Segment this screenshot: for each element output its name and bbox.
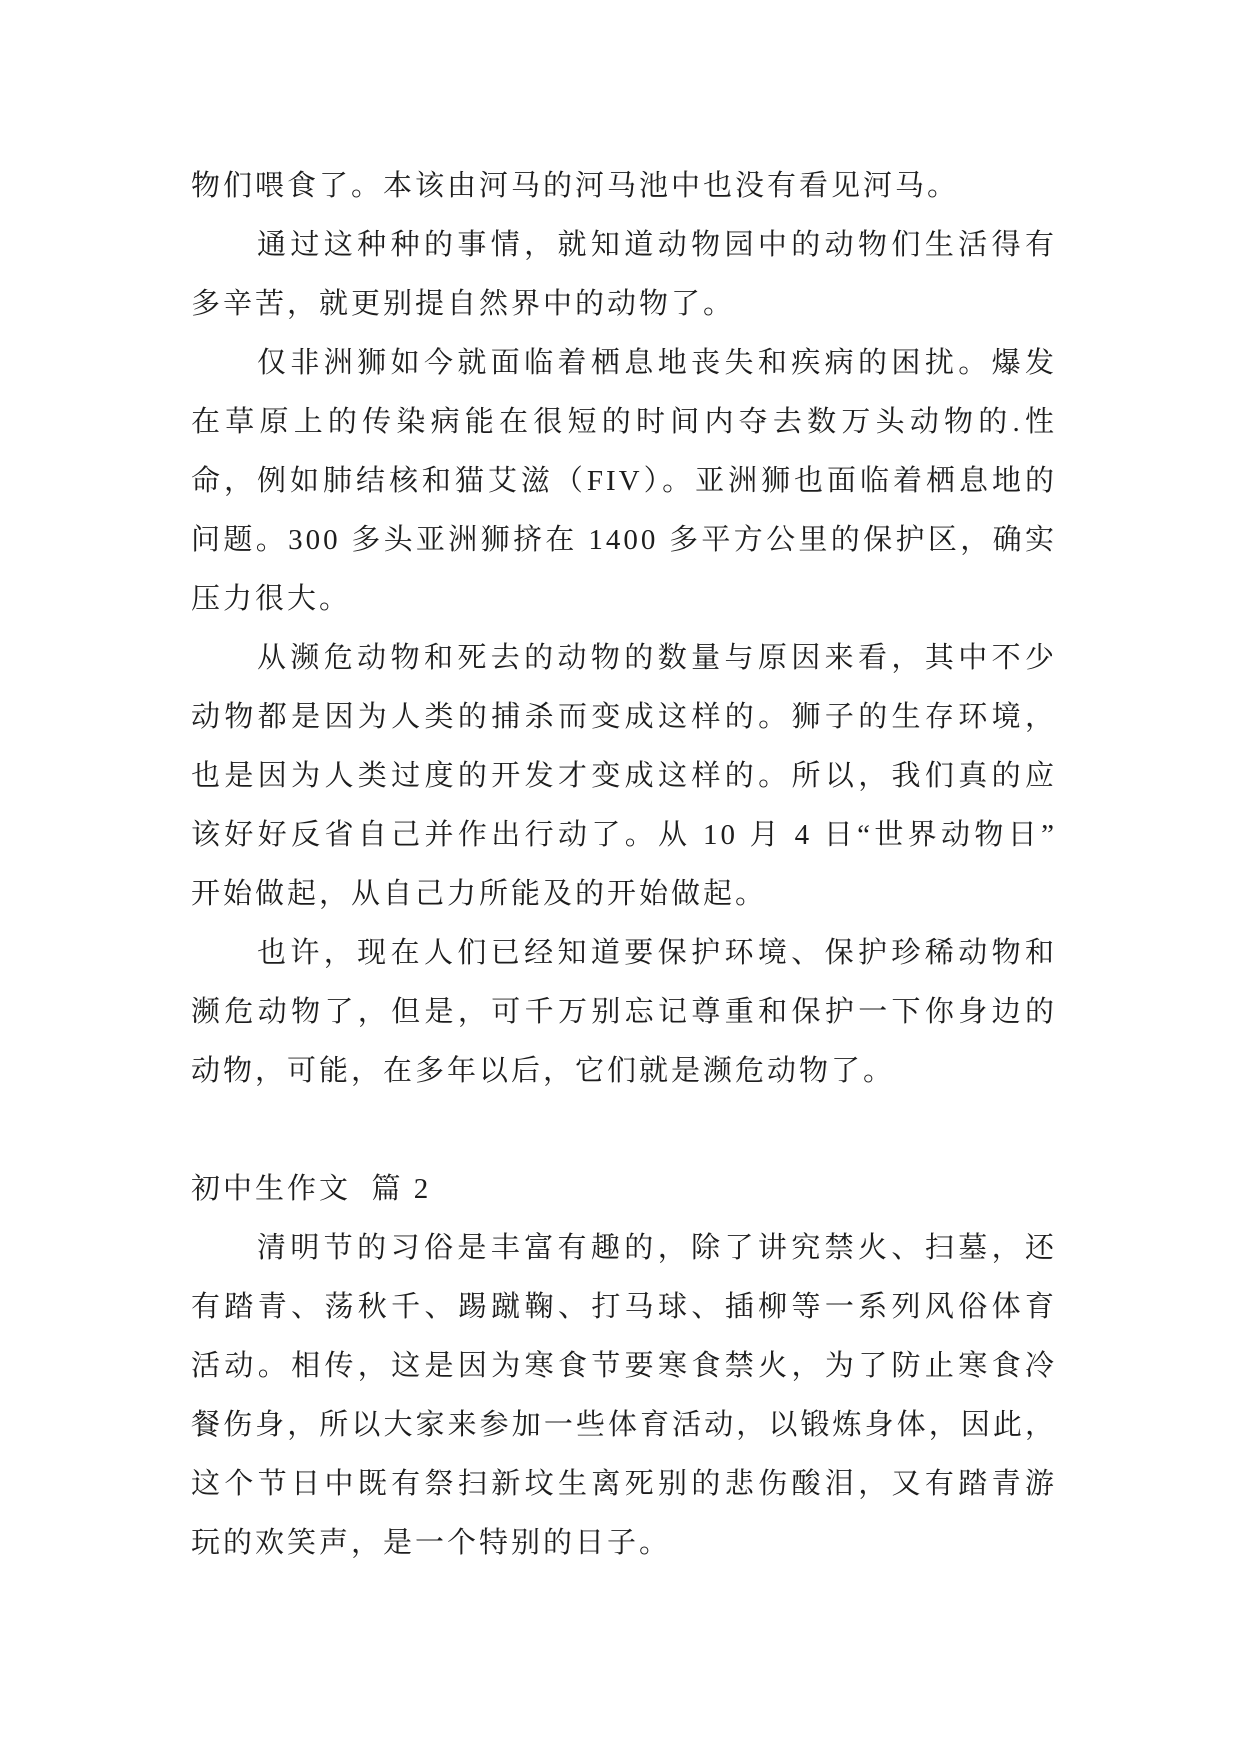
text-line: 命，例如肺结核和猫艾滋（FIV）。亚洲狮也面临着栖息地的 [191, 465, 1057, 497]
document-body [191, 157, 1057, 1573]
text-line: 动物都是因为人类的捕杀而变成这样的。狮子的生存环境， [191, 701, 1057, 733]
text-line: 该好好反省自己并作出行动了。从 10 月 4 日“世界动物日” [191, 819, 1057, 851]
text-line: 压力很大。 [191, 583, 352, 615]
text-line: 餐伤身，所以大家来参加一些体育活动，以锻炼身体，因此， [191, 1409, 1057, 1441]
text-line: 开始做起，从自己力所能及的开始做起。 [191, 878, 768, 910]
text-line: 仅非洲狮如今就面临着栖息地丧失和疾病的困扰。爆发 [257, 347, 1057, 379]
text-line: 濒危动物了，但是，可千万别忘记尊重和保护一下你身边的 [191, 996, 1057, 1028]
text-line: 多辛苦，就更别提自然界中的动物了。 [191, 288, 736, 320]
text-line: 这个节日中既有祭扫新坟生离死别的悲伤酸泪，又有踏青游 [191, 1468, 1057, 1500]
text-line: 也许，现在人们已经知道要保护环境、保护珍稀动物和 [257, 937, 1057, 969]
text-line: 也是因为人类过度的开发才变成这样的。所以，我们真的应 [191, 760, 1057, 792]
blank-line [191, 1101, 1057, 1160]
text-line: 玩的欢笑声，是一个特别的日子。 [191, 1527, 672, 1559]
paragraph [191, 924, 1057, 1101]
text-line: 活动。相传，这是因为寒食节要寒食禁火，为了防止寒食冷 [191, 1350, 1057, 1382]
text-line: 通过这种种的事情，就知道动物园中的动物们生活得有 [257, 229, 1057, 261]
text-line: 从濒危动物和死去的动物的数量与原因来看，其中不少 [257, 642, 1057, 674]
paragraph [191, 157, 1057, 216]
text-line: 在草原上的传染病能在很短的时间内夺去数万头动物的.性 [191, 406, 1057, 438]
paragraph [191, 1219, 1057, 1573]
paragraph [191, 216, 1057, 334]
text-line: 动物，可能，在多年以后，它们就是濒危动物了。 [191, 1055, 896, 1087]
text-line: 有踏青、荡秋千、踢蹴鞠、打马球、插柳等一系列风俗体育 [191, 1291, 1057, 1323]
section-heading: 初中生作文 篇 2 [191, 1173, 432, 1205]
text-line: 清明节的习俗是丰富有趣的，除了讲究禁火、扫墓，还 [257, 1232, 1057, 1264]
text-line: 问题。300 多头亚洲狮挤在 1400 多平方公里的保护区，确实 [191, 524, 1057, 556]
text-line: 物们喂食了。本该由河马的河马池中也没有看见河马。 [191, 170, 960, 202]
paragraph [191, 334, 1057, 629]
paragraph [191, 629, 1057, 924]
